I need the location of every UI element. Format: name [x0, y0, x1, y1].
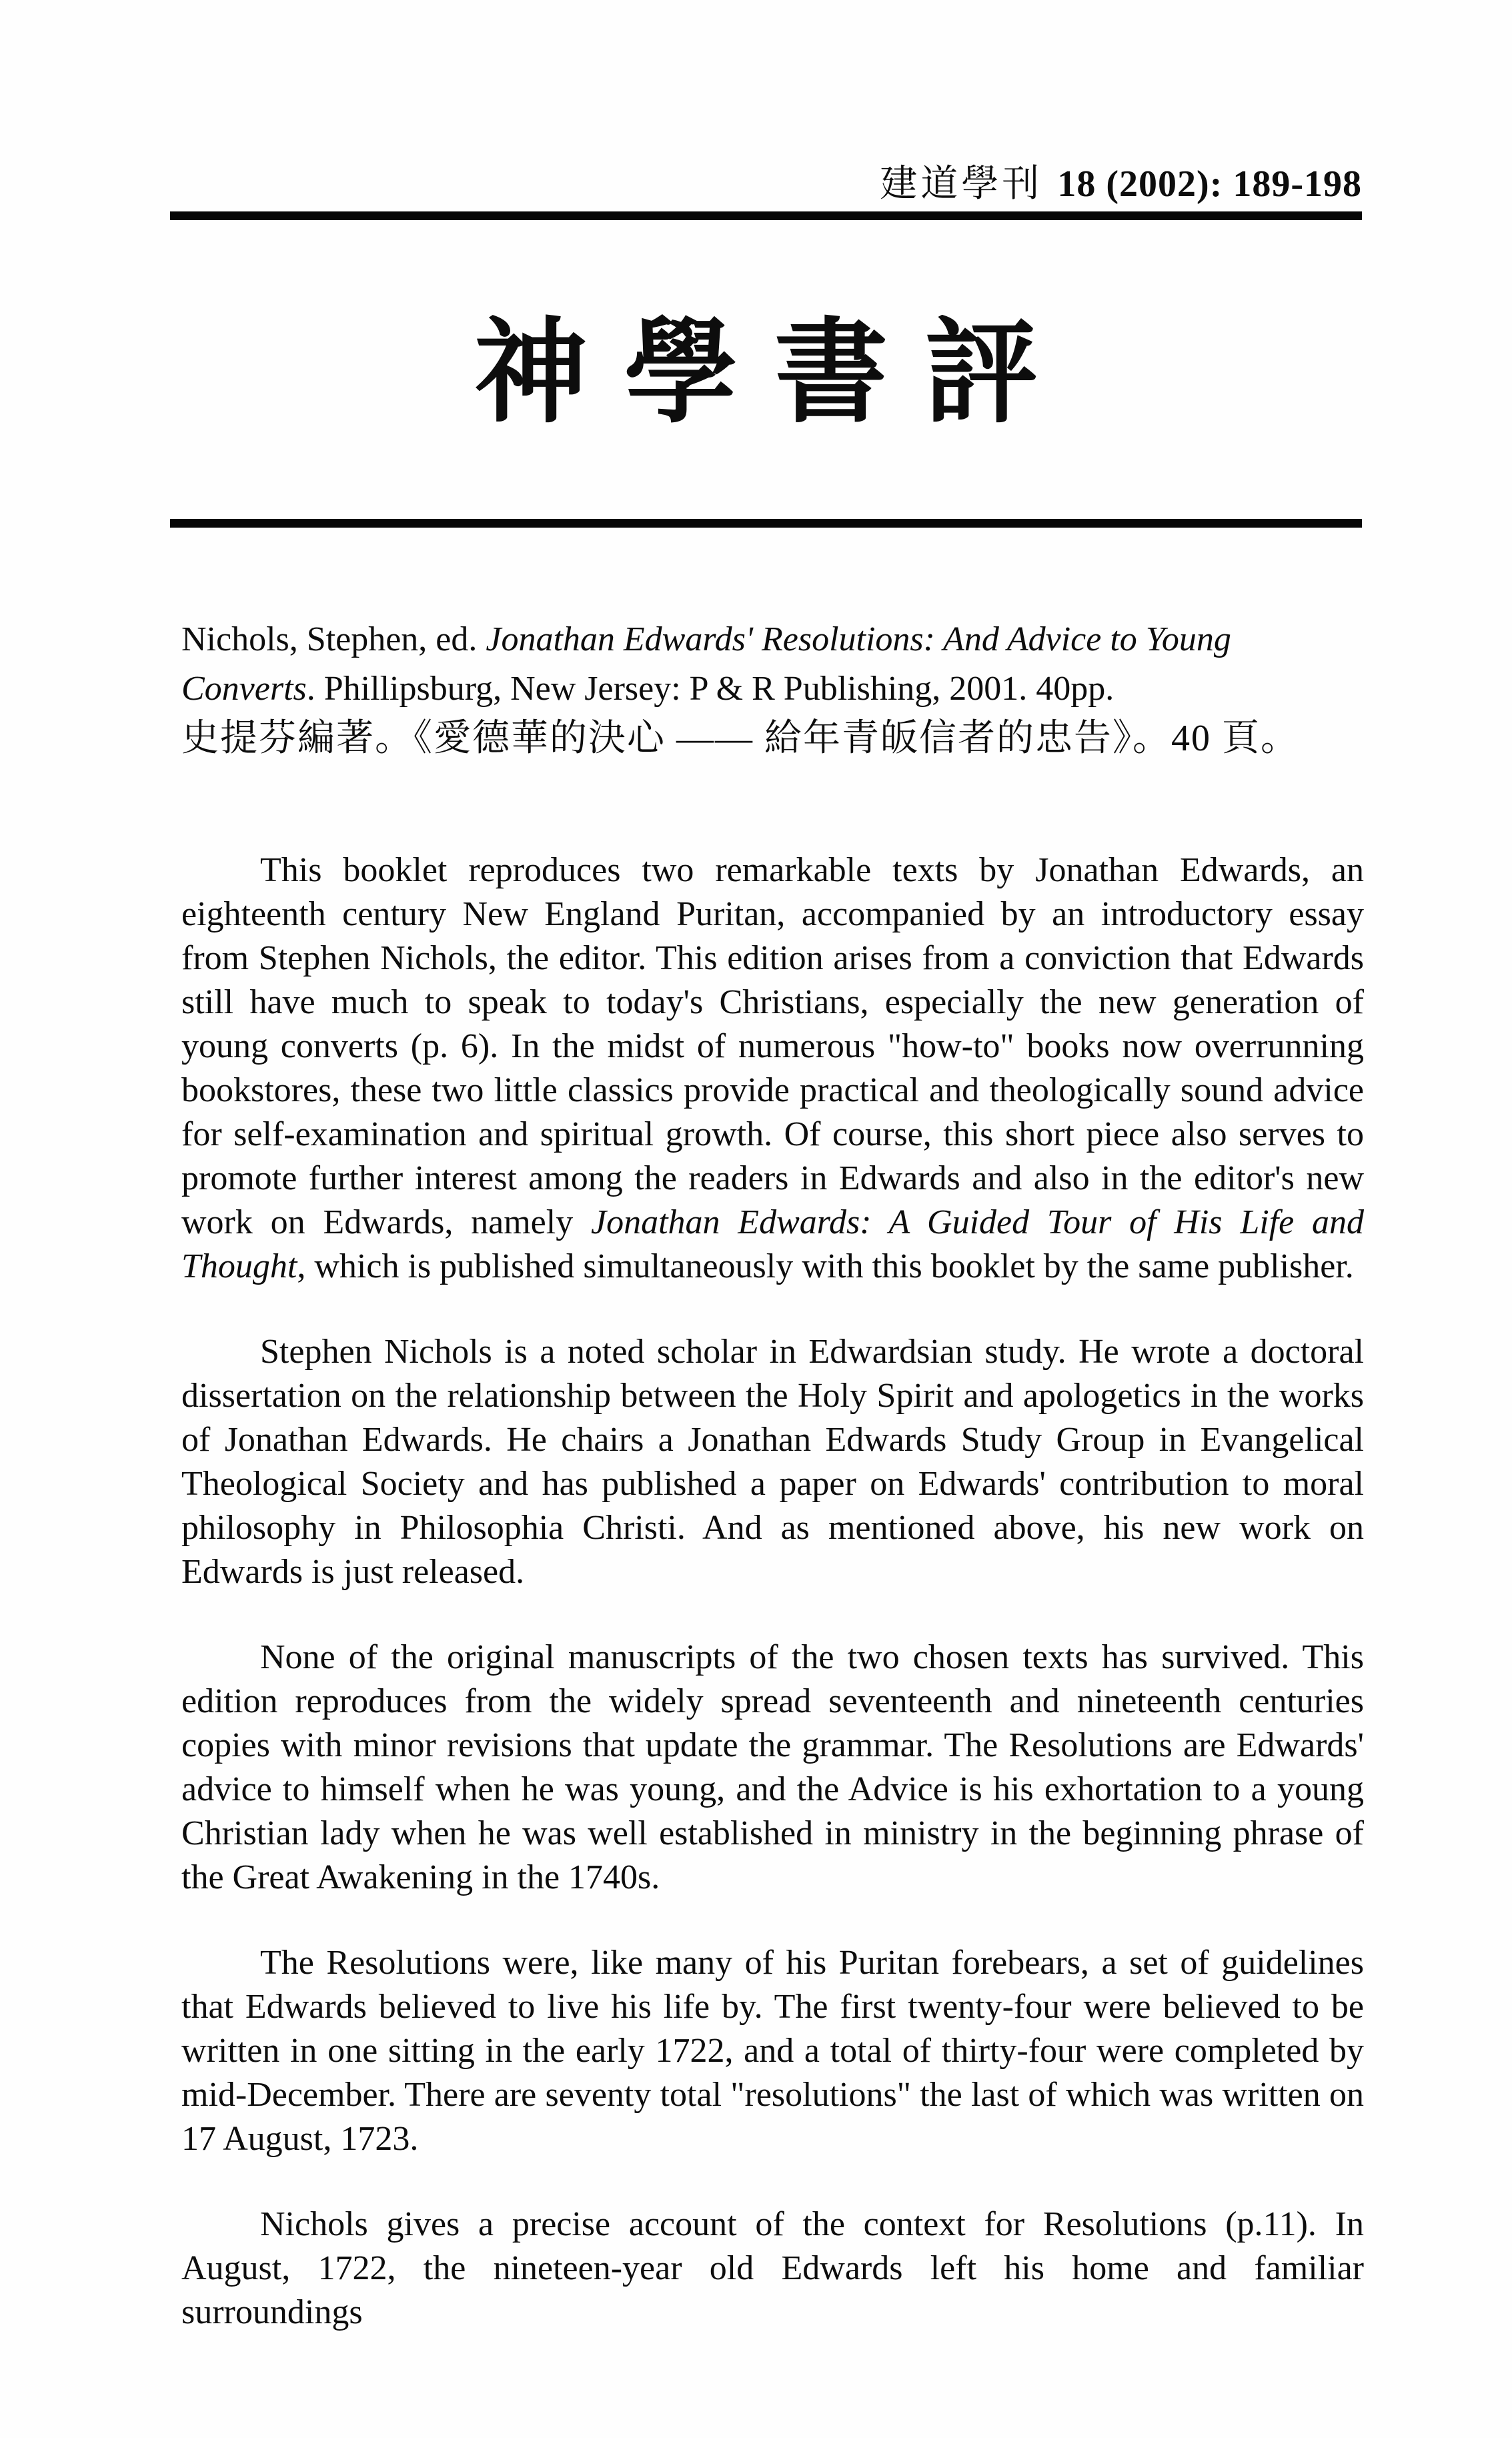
text-segment: This booklet reproduces two remarkable texts by Jonathan Edwards, an eighteenth century New England Puritan, accompanied by an introductory essay from Stephen Nichols, the editor. This edition arises from a conviction that Edwards still have much to speak to today's Christians, especially the new generation of young converts (p. 6). In the midst of numerous "how-to" books now overrunning bookstores, these two little classics provide practical and theologically sound advice for self-examination and spiritual growth. Of course, this short piece also serves to promote further interest among the readers in Edwards and also in the editor's new work on Edwards, namely — [181, 851, 1364, 1241]
review-body — [181, 848, 1364, 2335]
text-segment: Converts — [181, 670, 307, 708]
title-divider-rule — [170, 519, 1362, 528]
review-paragraph-1 — [181, 848, 1364, 1289]
review-paragraph-5 — [181, 2203, 1364, 2335]
journal-issue-info: 18 (2002): 189-198 — [1057, 163, 1362, 205]
text-segment: The Resolutions were, like many of his Puritan forebears, a set of guidelines that Edwards believed to live his life by. The first twenty-four were believed to be written in one sitting in the early 1722, and a total of thirty-four were completed by mid-December. There are seventy total "resolutions" the last of which was written on 17 August, 1723. — [181, 1944, 1364, 2158]
text-segment: . Phillipsburg, New Jersey: P & R Publishing, 2001. 40pp. — [306, 670, 1114, 708]
text-segment: 史提芬編著。《愛德華的決心 —— 給年青皈信者的忠告》。40 頁。 — [181, 718, 1299, 759]
journal-title-cjk: 建道學刊 — [880, 163, 1043, 205]
text-segment: , which is published simultaneously with this booklet by the same publisher. — [297, 1247, 1354, 1285]
text-segment: Jonathan Edwards: A Guided Tour of His Life and Thought — [181, 1203, 1364, 1285]
citation-line-english-1 — [181, 615, 1364, 664]
text-segment: None of the original manuscripts of the two chosen texts has survived. This edition reproduces from the widely spread seventeenth and nineteenth centuries copies with minor revisions that update the grammar. The Resolutions are Edwards' advice to himself when he was young, and the Advice is his exhortation to a young Christian lady when he was well established in ministry in the beginning phrase of the Great Awakening in the 1740s. — [181, 1638, 1364, 1896]
review-paragraph-2 — [181, 1330, 1364, 1594]
text-segment: Jonathan Edwards' Resolutions: And Advice to Young — [486, 620, 1231, 658]
text-segment: Nichols gives a precise account of the context for Resolutions (p.11). In August, 1722, the nineteen-year old Edwards left his home and familiar surroundings — [181, 2205, 1364, 2331]
running-header — [170, 163, 1362, 205]
header-divider-rule — [170, 211, 1362, 220]
text-segment: Stephen Nichols is a noted scholar in Edwardsian study. He wrote a doctoral dissertation on the relationship between the Holy Spirit and apologetics in the works of Jonathan Edwards. He chairs a Jonathan Edwards Study Group in Evangelical Theological Society and has published a paper on Edwards' contribution to moral philosophy in Philosophia Christi. And as mentioned above, his new work on Edwards is just released. — [181, 1333, 1364, 1591]
citation-line-chinese — [181, 714, 1364, 763]
section-title: 神學書評 — [474, 307, 1074, 439]
citation-line-english-2 — [181, 664, 1364, 714]
book-citation-block — [181, 615, 1364, 763]
text-segment: Nichols, Stephen, ed. — [181, 620, 486, 658]
review-paragraph-4 — [181, 1941, 1364, 2161]
review-paragraph-3 — [181, 1636, 1364, 1900]
